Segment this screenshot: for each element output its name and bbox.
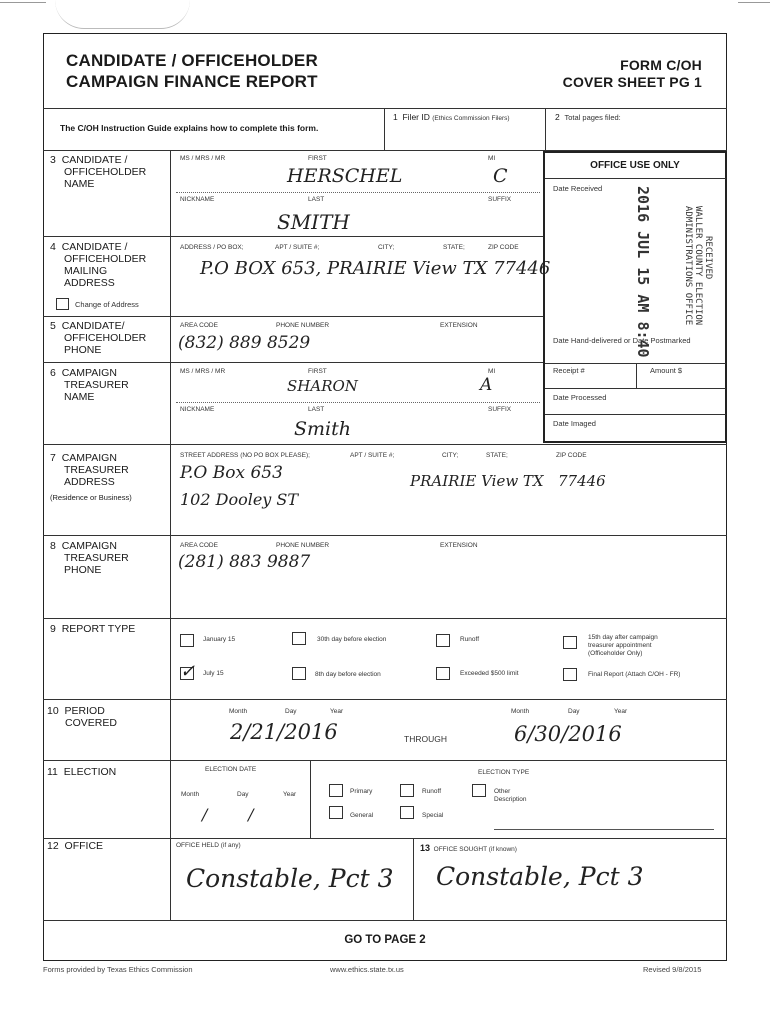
report-30th-day-checkbox[interactable] [292, 632, 306, 645]
total-pages-field[interactable] [555, 124, 720, 148]
report-8th-day-label: 8th day before election [315, 671, 381, 678]
election-general-checkbox[interactable] [329, 806, 343, 819]
sec4-state-label: STATE; [443, 244, 465, 251]
date-hand-delivered-label: Date Hand-delivered or Date Postmarked [553, 336, 691, 345]
sec10-to-month-label: Month [511, 708, 530, 715]
form-number: FORM C/OH [620, 57, 702, 73]
amount-label: Amount $ [650, 366, 683, 375]
sec6-mi-label: MI [488, 368, 496, 375]
sec3-label: 3 CANDIDATE / OFFICEHOLDER NAME [50, 154, 147, 190]
treasurer-street-line1[interactable]: P.O Box 653 [180, 463, 283, 483]
report-exceeded-500-checkbox[interactable] [436, 667, 450, 680]
sec3-mi-label: MI [488, 155, 496, 162]
total-pages-label: 2 Total pages filed: [555, 112, 621, 122]
treasurer-street-line2[interactable]: 102 Dooley ST [180, 490, 299, 509]
through-label: THROUGH [404, 734, 447, 744]
candidate-middle-initial[interactable]: C [493, 165, 508, 187]
election-other-label: Other Description [494, 788, 527, 803]
change-of-address-label: Change of Address [75, 300, 139, 309]
sec3-nickname-label: NICKNAME [180, 196, 215, 203]
sec10-from-day-label: Day [285, 708, 297, 715]
sec6-last-label: LAST [308, 406, 325, 413]
election-month-label: Month [181, 791, 200, 798]
election-runoff-label: Runoff [422, 788, 442, 795]
instruction-text: The C/OH Instruction Guide explains how to complete this form. [60, 123, 319, 133]
treasurer-phone[interactable]: (281) 883 9887 [178, 552, 311, 572]
report-8th-day-checkbox[interactable] [292, 667, 306, 680]
sec4-label: 4 CANDIDATE / OFFICEHOLDER MAILING ADDRESS [50, 241, 147, 289]
sec7-apt-label: APT / SUITE #; [350, 452, 395, 459]
report-january-15-label: January 15 [203, 636, 236, 643]
scan-artifact [0, 2, 46, 3]
date-processed-label: Date Processed [553, 393, 607, 402]
report-january-15-checkbox[interactable] [180, 634, 194, 647]
election-general-label: General [350, 812, 374, 819]
report-runoff-label: Runoff [460, 636, 480, 643]
sec9-label: 9 REPORT TYPE [50, 623, 136, 635]
scan-artifact [55, 0, 190, 29]
report-final-label: Final Report (Attach C/OH - FR) [588, 671, 681, 678]
sec10-from-month-label: Month [229, 708, 248, 715]
office-use-title: OFFICE USE ONLY [590, 160, 680, 171]
footer-url: www.ethics.state.tx.us [330, 965, 404, 974]
treasurer-zip[interactable]: 77446 [558, 472, 606, 490]
treasurer-middle-initial[interactable]: A [480, 375, 493, 395]
sec4-city-label: CITY; [378, 244, 395, 251]
received-stamp-line3: ADMINISTRATIONS OFFICE [683, 206, 693, 326]
report-final-checkbox[interactable] [563, 668, 577, 681]
sec10-to-year-label: Year [614, 708, 628, 715]
election-day-label: Day [237, 791, 249, 798]
sec8-label: 8 CAMPAIGN TREASURER PHONE [50, 540, 129, 576]
report-runoff-checkbox[interactable] [436, 634, 450, 647]
period-to-date[interactable]: 6/30/2016 [514, 722, 622, 746]
sec7-label: 7 CAMPAIGN TREASURER ADDRESS (Residence or Business) [50, 452, 132, 502]
treasurer-first-name[interactable]: SHARON [287, 377, 358, 395]
sec8-area-label: AREA CODE [180, 542, 218, 549]
report-exceeded-500-label: Exceeded $500 limit [460, 670, 519, 677]
received-stamp-date: 2016 JUL 15 AM 8:40 [634, 186, 652, 358]
sec11-label: 11 ELECTION [47, 766, 117, 778]
receipt-label: Receipt # [553, 366, 585, 375]
office-sought-label: 13 OFFICE SOUGHT (if known) [420, 843, 517, 853]
received-stamp-line1: RECEIVED [703, 236, 713, 280]
election-other-checkbox[interactable] [472, 784, 486, 797]
sec8-ext-label: EXTENSION [440, 542, 478, 549]
received-stamp-line2: WALLER COUNTY ELECTION [693, 206, 703, 326]
election-special-label: Special [422, 812, 444, 819]
sec4-zip-label: ZIP CODE [488, 244, 519, 251]
candidate-first-name[interactable]: HERSCHEL [287, 165, 403, 187]
sec6-label: 6 CAMPAIGN TREASURER NAME [50, 367, 129, 403]
sec10-from-year-label: Year [330, 708, 344, 715]
filer-id-label: 1 Filer ID (Ethics Commission Filers) [393, 112, 510, 122]
report-15th-day-checkbox[interactable] [563, 636, 577, 649]
form-title-line1: CANDIDATE / OFFICEHOLDER [66, 51, 318, 70]
footer-revised: Revised 9/8/2015 [643, 965, 702, 974]
sec4-address-label: ADDRESS / PO BOX; [180, 244, 244, 251]
office-held-label: OFFICE HELD (if any) [176, 842, 241, 849]
office-held-value[interactable]: Constable, Pct 3 [186, 864, 394, 893]
sec3-suffix-label: SUFFIX [488, 196, 512, 203]
sec6-ms-label: MS / MRS / MR [180, 368, 226, 375]
sec8-phone-label: PHONE NUMBER [276, 542, 330, 549]
treasurer-last-name[interactable]: Smith [294, 418, 351, 440]
footer-provided-by: Forms provided by Texas Ethics Commission [43, 965, 193, 974]
report-july-15-check-mark: ✓ [180, 661, 196, 682]
candidate-mailing-address[interactable]: P.O BOX 653, PRAIRIE View TX 77446 [200, 258, 551, 279]
sec5-phone-label: PHONE NUMBER [276, 322, 330, 329]
sec4-apt-label: APT / SUITE #; [275, 244, 320, 251]
sec3-ms-label: MS / MRS / MR [180, 155, 226, 162]
change-of-address-checkbox[interactable] [56, 298, 69, 310]
form-page-label: COVER SHEET PG 1 [562, 74, 702, 90]
candidate-phone[interactable]: (832) 889 8529 [178, 333, 311, 353]
election-date-label: ELECTION DATE [205, 766, 257, 773]
election-date-value[interactable]: / / [202, 805, 254, 824]
go-to-page-2: GO TO PAGE 2 [344, 934, 426, 946]
sec6-suffix-label: SUFFIX [488, 406, 512, 413]
election-type-label: ELECTION TYPE [478, 769, 530, 776]
other-description-line[interactable] [494, 829, 714, 830]
form-title-line2: CAMPAIGN FINANCE REPORT [66, 72, 318, 91]
sec6-first-label: FIRST [308, 368, 327, 375]
office-sought-value[interactable]: Constable, Pct 3 [436, 862, 644, 891]
election-runoff-checkbox[interactable] [400, 784, 414, 797]
report-15th-day-label: 15th day after campaign treasurer appointment (Officeholder Only) [588, 634, 658, 657]
election-year-label: Year [283, 791, 297, 798]
sec7-zip-label: ZIP CODE [556, 452, 587, 459]
election-special-checkbox[interactable] [400, 806, 414, 819]
scan-artifact [738, 2, 770, 3]
sec10-to-day-label: Day [568, 708, 580, 715]
sec5-ext-label: EXTENSION [440, 322, 478, 329]
filer-id-field[interactable] [393, 124, 541, 148]
sec3-first-label: FIRST [308, 155, 327, 162]
report-30th-day-label: 30th day before election [317, 636, 387, 643]
period-from-date[interactable]: 2/21/2016 [230, 720, 338, 744]
sec5-label: 5 CANDIDATE/ OFFICEHOLDER PHONE [50, 320, 147, 356]
sec3-last-label: LAST [308, 196, 325, 203]
treasurer-city-state[interactable]: PRAIRIE View TX [410, 472, 544, 490]
sec7-street-label: STREET ADDRESS (NO PO BOX PLEASE); [180, 452, 310, 459]
election-primary-label: Primary [350, 788, 373, 795]
sec12-label: 12 OFFICE [47, 840, 104, 852]
sec5-area-label: AREA CODE [180, 322, 218, 329]
report-july-15-label: July 15 [203, 670, 224, 677]
date-received-label: Date Received [553, 184, 603, 193]
candidate-last-name[interactable]: SMITH [277, 210, 350, 234]
sec6-nickname-label: NICKNAME [180, 406, 215, 413]
election-primary-checkbox[interactable] [329, 784, 343, 797]
date-imaged-label: Date Imaged [553, 419, 596, 428]
sec7-state-label: STATE; [486, 452, 508, 459]
sec10-label: 10 PERIOD COVERED [47, 705, 117, 729]
sec7-city-label: CITY; [442, 452, 459, 459]
